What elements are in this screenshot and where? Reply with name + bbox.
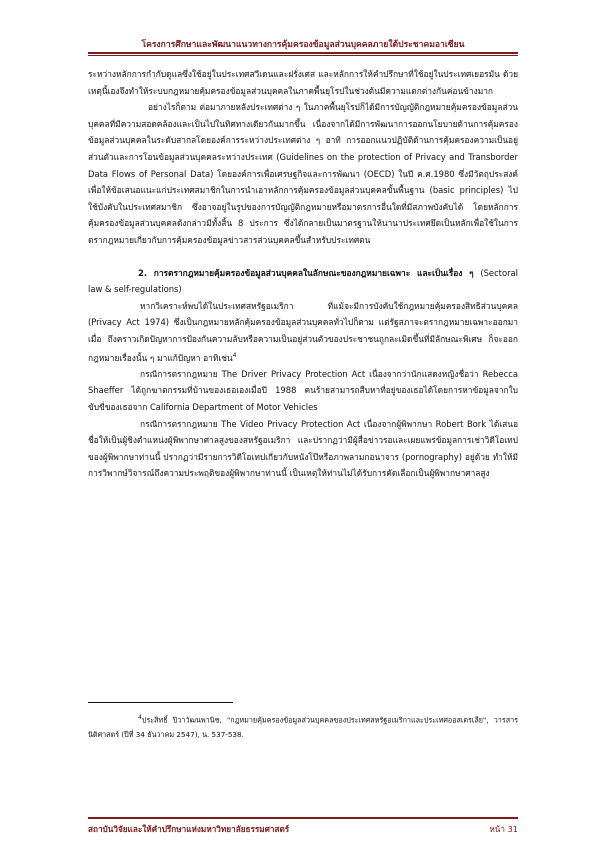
footnote-reference[interactable]: 4 (232, 351, 237, 359)
footer-rule (88, 817, 518, 819)
paragraph-text: หากวิเคราะห์พบได้ในประเทศสหรัฐอเมริกา ที่แม้จะมีการบังคับใช้กฎหมายคุ้มครองสิทธิส่วนบุคคล (Privacy Act 1974) ซึ่งเป็นกฎหมายหลักคุ้มครองข้อมูลส่วนบุคคลทั่วไปก็ตาม แต่รัฐสภาจะตรากฎหมายเฉพาะออกมาเมื่อ ถึงคราวเกิดปัญหาการป้องกันความลับหรือความเป็นอยู่ส่วนตัวของประชาชนถูกละเมิดขึ้นที่มีลักษณะพิเศษ ก็จะออกกฎหมายเรื่องนั้น ๆ มาแก้ปัญหา อาทิเช่น (88, 300, 518, 363)
running-header: โครงการศึกษาและพัฒนาแนวทางการคุ้มครองข้อมูลส่วนบุคคลภายใต้ประชาคมอาเซียน (141, 40, 465, 50)
footnote-mark: 4 (138, 714, 142, 721)
paragraph: กรณีการตรากฎหมาย The Video Privacy Protection Act เนื่องจากผู้พิพากษา Robert Bork ได้เสนอชื่อให้เป็นผู้ชิงตำแหน่งผู้พิพากษาศาลสูงของสหรัฐอเมริกา และปรากฏว่ามีผู้สื่อข่าวรอและเผยแพร่ข้อมูลการเช่าวิดีโอเทป ของผู้พิพากษาท่านนี้ ปรากฏว่ามีรายการวิดีโอเทปเกี่ยวกับหนังโป๊หรือภาพลามกอนาจาร (pornography) อยู่ด้วย ทำให้มีการวิพากษ์วิจารณ์ถึงความประพฤติของผู้พิพากษาท่านนี้ เป็นเหตุให้ท่านไม่ได้รับการคัดเลือกเป็นผู้พิพากษาศาลสูง (88, 418, 518, 479)
footnote-separator (88, 702, 233, 703)
footnote-indent (88, 715, 138, 724)
paragraph: อย่างไรก็ตาม ต่อมาภายหลังประเทศต่าง ๆ ในภาคพื้นยุโรปก็ได้มีการบัญญัติกฎหมายคุ้มครองข้อมูลส่วนบุคคลที่มีความสอดคล้องและเป็นไปในทิศทางเดียวกันมากขึ้น เนื่องจากได้มีการพัฒนาการออกนโยบายด้านการคุ้มครองข้อมูลส่วนบุคคลในระดับสากลโดยองค์การระหว่างประเทศต่าง ๆ อาทิ การออกแนวปฏิบัติด้านการคุ้มครองความเป็นอยู่ส่วนตัวและการโอนข้อมูลส่วนบุคคลระหว่างประเทศ (Guidelines on the protection of Privacy and Transborder Data Flows of Personal Data) โดยองค์การเพื่อเศรษฐกิจและการพัฒนา (OECD) ในปี ค.ศ.1980 ซึ่งมีวัตถุประสงค์เพื่อให้ข้อเสนอแนะแก่ประเทศสมาชิกในการนำเอาหลักการคุ้มครองข้อมูลส่วนบุคคลขั้นพื้นฐาน (basic principles) ไปใช้บังคับในประเทศสมาชิก ซึ่งอาจอยู่ในรูปของการบัญญัติกฎหมายหรือมาตรการอื่นใดที่มีสภาพบังคับได้ โดยหลักการคุ้มครองข้อมูลส่วนบุคคลดังกล่าวมีทั้งสิ้น 8 ประการ ซึ่งได้กลายเป็นมาตรฐานให้นานาประเทศยึดเป็นหลักเพื่อใช้ในการตรากฎหมายเกี่ยวกับการคุ้มครองข้อมูลข่าวสารส่วนบุคคลขึ้นสำหรับประเทศตน (88, 102, 518, 245)
paragraph (88, 298, 518, 366)
footnote-text: ประสิทธิ์ ปิวาวัฒนพานิช, "กฎหมายคุ้มครองข้อมูลส่วนบุคคลของประเทศสหรัฐอเมริกาและประเทศออสเตรเลีย", วารสารนิติศาสตร์ (ปีที่ 34 ธันวาคม 2547), น. 537-538. (88, 715, 518, 740)
section-title: การตรากฎหมายคุ้มครองข้อมูลส่วนบุคคลในลักษณะของกฎหมายเฉพาะ และเป็นเรื่อง ๆ (153, 267, 474, 278)
header-rule-thin (88, 55, 518, 56)
footnote (88, 710, 518, 742)
section-number: 2. (138, 267, 148, 278)
page-number: หน้า 31 (489, 824, 518, 834)
paragraph: ระหว่างหลักการกำกับดูแลซึ่งใช้อยู่ในประเทศสวีเดนและฝรั่งเศส และหลักการให้คำปรึกษาที่ใช้อยู่ในประเทศเยอรมัน ด้วยเหตุนี้เองจึงทำให้ระบบกฎหมายคุ้มครองข้อมูลส่วนบุคคลในภาคพื้นยุโรปในช่วงต้นมีความแตกต่างกันค่อนข้างมาก (88, 69, 518, 96)
section-subtitle: (Sectoral law & self-regulations) (88, 267, 518, 295)
body-text (88, 66, 518, 482)
footer-institute: สถาบันวิจัยและให้คำปรึกษาแห่งมหาวิทยาลัยธรรมศาสตร์ (88, 824, 290, 834)
header-rule (88, 52, 518, 54)
paragraph: กรณีการตรากฎหมาย The Driver Privacy Protection Act เนื่องจากว่านักแสดงหญิงชื่อว่า Rebecca Shaeffer ได้ถูกฆาตกรรมที่บ้านของเธอเองเมื่อปี 1988 คนร้ายสามารถสืบหาที่อยู่ของเธอได้โดยการหาข้อมูลจากใบขับขี่ของเธอจาก California Department of Motor Vehicles (88, 368, 518, 413)
section-heading (88, 265, 518, 298)
